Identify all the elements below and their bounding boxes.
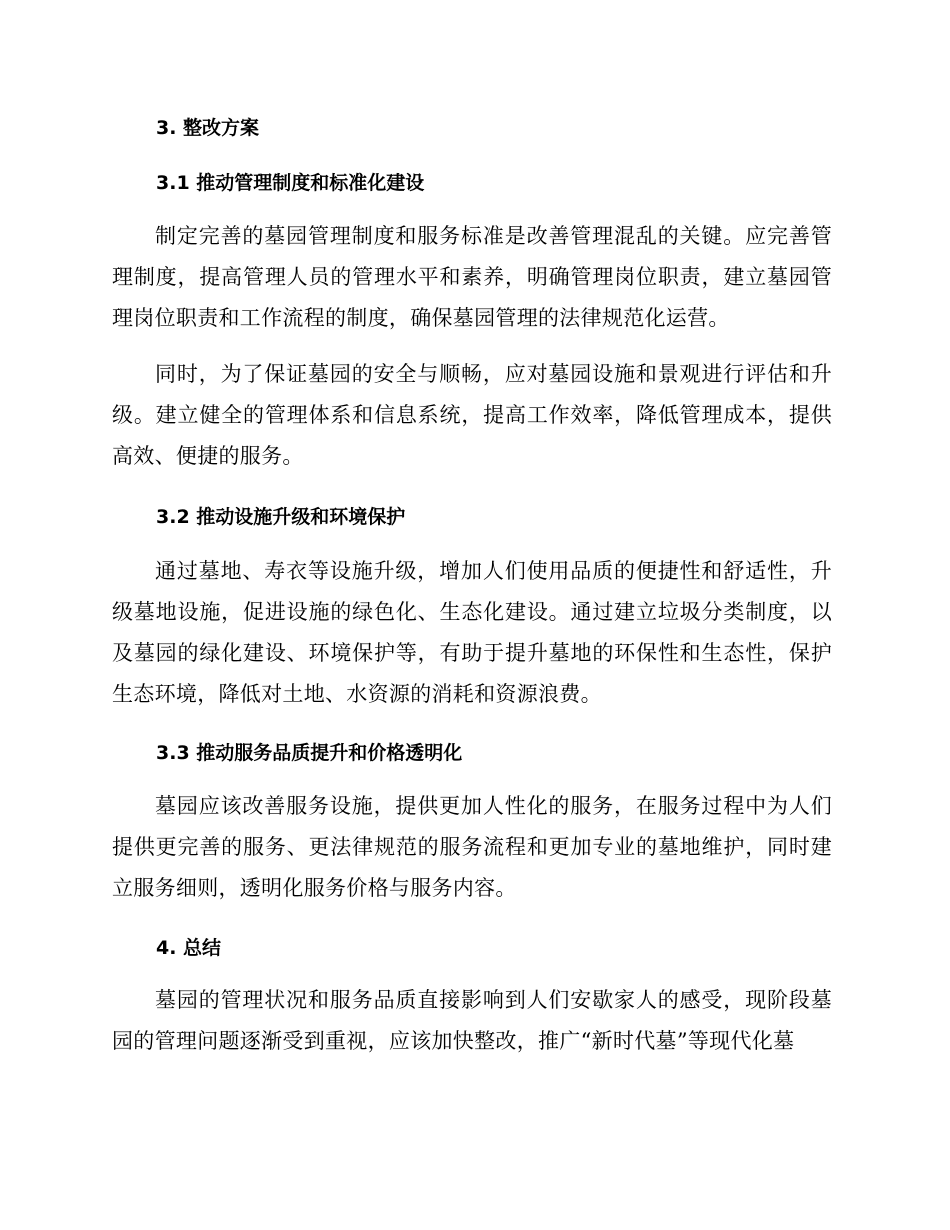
paragraph: 通过墓地、寿衣等设施升级，增加人们使用品质的便捷性和舒适性，升级墓地设施，促进设施的绿色化、生态化建设。通过建立垃圾分类制度，以及墓园的绿化建设、环境保护等，有助于提升墓地的环保性和生态性，保护生态环境，降低对土地、水资源的消耗和资源浪费。 [112, 559, 832, 706]
subsection-heading: 3.1 推动管理制度和标准化建设 [156, 172, 425, 194]
paragraph: 墓园的管理状况和服务品质直接影响到人们安歇家人的感受，现阶段墓园的管理问题逐渐受到重视，应该加快整改，推广“新时代墓”等现代化墓 [112, 988, 832, 1053]
section-heading: 3. 整改方案 [156, 117, 260, 139]
subsection-heading: 3.2 推动设施升级和环境保护 [156, 506, 406, 528]
subsection-heading: 3.3 推动服务品质提升和价格透明化 [156, 742, 463, 764]
section-heading: 4. 总结 [156, 937, 222, 959]
paragraph: 墓园应该改善服务设施，提供更加人性化的服务，在服务过程中为人们提供更完善的服务、更法律规范的服务流程和更加专业的墓地维护，同时建立服务细则，透明化服务价格与服务内容。 [112, 794, 832, 900]
paragraph: 制定完善的墓园管理制度和服务标准是改善管理混乱的关键。应完善管理制度，提高管理人员的管理水平和素养，明确管理岗位职责，建立墓园管理岗位职责和工作流程的制度，确保墓园管理的法律规范化运营。 [112, 224, 832, 330]
paragraph: 同时，为了保证墓园的安全与顺畅，应对墓园设施和景观进行评估和升级。建立健全的管理体系和信息系统，提高工作效率，降低管理成本，提供高效、便捷的服务。 [112, 362, 832, 468]
